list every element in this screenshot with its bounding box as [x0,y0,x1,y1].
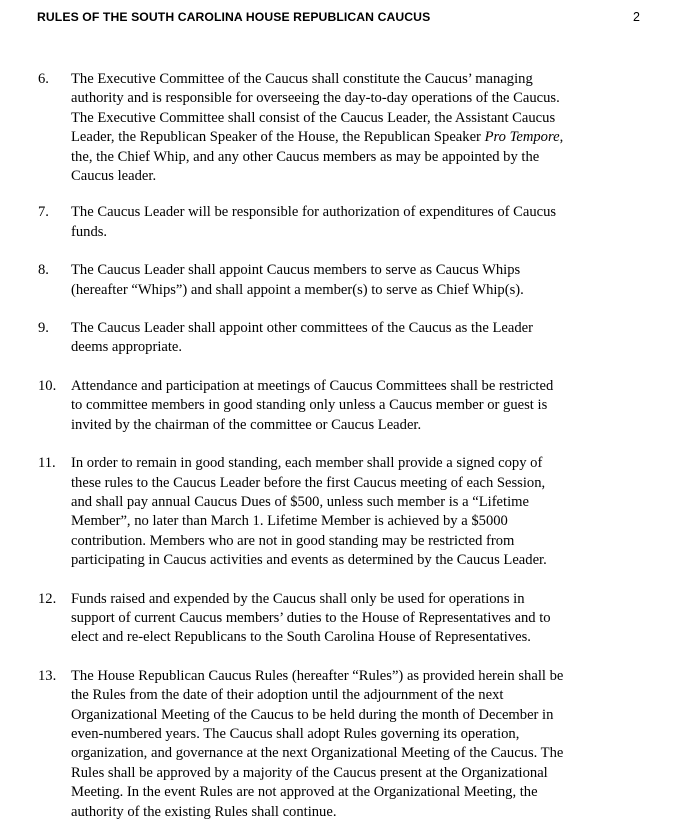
rule-line-with-italic [71,128,650,147]
rule-text [71,70,650,186]
rule-line: Caucus leader. [71,168,157,185]
rule-line: The Caucus Leader will be responsible for authorization of expenditures of Caucus [71,204,557,221]
rule-line: Member”, no later than March 1. Lifetime Member is achieved by a $5000 [71,513,508,530]
rule-line: even-numbered years. The Caucus shall adopt Rules governing its operation, [71,725,520,742]
rule-number: 13. [38,667,57,684]
rule-line: Funds raised and expended by the Caucus shall only be used for operations in [71,590,525,607]
rule-text [71,261,650,300]
rule-line: In order to remain in good standing, each member shall provide a signed copy of [71,455,543,472]
rule-text [71,203,650,242]
rule-line: deems appropriate. [71,339,183,356]
rule-line: the Rules from the date of their adoption until the adjournment of the next [71,687,504,704]
rule-13 [38,667,650,822]
rule-text [71,667,650,822]
rule-line: elect and re-elect Republicans to the South Carolina House of Representatives. [71,629,531,646]
rule-text [71,319,650,358]
rule-line: authority of the existing Rules shall continue. [71,803,337,820]
rule-number: 11. [38,455,56,472]
document-title: RULES OF THE SOUTH CAROLINA HOUSE REPUBLICAN CAUCUS [37,10,431,24]
rule-line: and shall pay annual Caucus Dues of $500, unless such member is a “Lifetime [71,493,529,510]
rule-7 [38,203,650,242]
rule-number: 6. [38,71,49,87]
rule-line: Rules shall be approved by a majority of the Caucus present at the Organizational [71,764,548,781]
rule-8 [38,261,650,300]
rule-line: the, the Chief Whip, and any other Caucus members as may be appointed by the [71,148,540,165]
rule-line: participating in Caucus activities and events as determined by the Caucus Leader. [71,552,547,569]
rule-6 [38,70,650,186]
rule-line: invited by the chairman of the committee or Caucus Leader. [71,416,422,433]
rule-number: 8. [38,262,49,279]
rule-line: funds. [71,223,108,240]
rule-line: authority and is responsible for overseeing the day-to-day operations of the Caucus. [71,90,560,107]
italic-phrase: Pro Tempore [484,129,560,146]
rules-list [38,70,650,822]
rule-line: to committee members in good standing only unless a Caucus member or guest is [71,397,548,414]
rule-11 [38,454,650,570]
rule-line: The Executive Committee shall consist of the Caucus Leader, the Assistant Caucus [71,109,556,126]
rule-text [71,590,650,648]
rule-text [71,377,650,435]
rule-line: support of current Caucus members’ duties to the House of Representatives and to [71,609,551,626]
rule-line: The Executive Committee of the Caucus shall constitute the Caucus’ managing [71,71,533,87]
rule-text [71,454,650,570]
rule-line: The House Republican Caucus Rules (hereafter “Rules”) as provided herein shall be [71,667,564,684]
rule-number: 10. [38,377,57,394]
rule-line: these rules to the Caucus Leader before the first Caucus meeting of each Session, [71,474,546,491]
rule-12 [38,590,650,648]
rule-10 [38,377,650,435]
rule-line: (hereafter “Whips”) and shall appoint a member(s) to serve as Chief Whip(s). [71,281,524,298]
rule-number: 7. [38,204,49,221]
rule-line: The Caucus Leader shall appoint Caucus members to serve as Caucus Whips [71,262,521,279]
rule-line: Meeting. In the event Rules are not approved at the Organizational Meeting, the [71,784,538,801]
rule-line-italic: Leader, the Republican Speaker of the House, the Republican Speaker Pro Tempore, [71,129,564,146]
page-header [37,10,640,26]
rule-line: Attendance and participation at meetings of Caucus Committees shall be restricted [71,377,554,394]
page-number: 2 [632,10,640,24]
rule-line: organization, and governance at the next Organizational Meeting of the Caucus. The [71,745,564,762]
rule-line: Organizational Meeting of the Caucus to be held during the month of December in [71,706,554,723]
rule-line: contribution. Members who are not in good standing may be restricted from [71,532,515,549]
rule-9 [38,319,650,358]
rule-number: 9. [38,320,49,337]
rule-line: The Caucus Leader shall appoint other committees of the Caucus as the Leader [71,320,533,337]
rule-number: 12. [38,590,57,607]
